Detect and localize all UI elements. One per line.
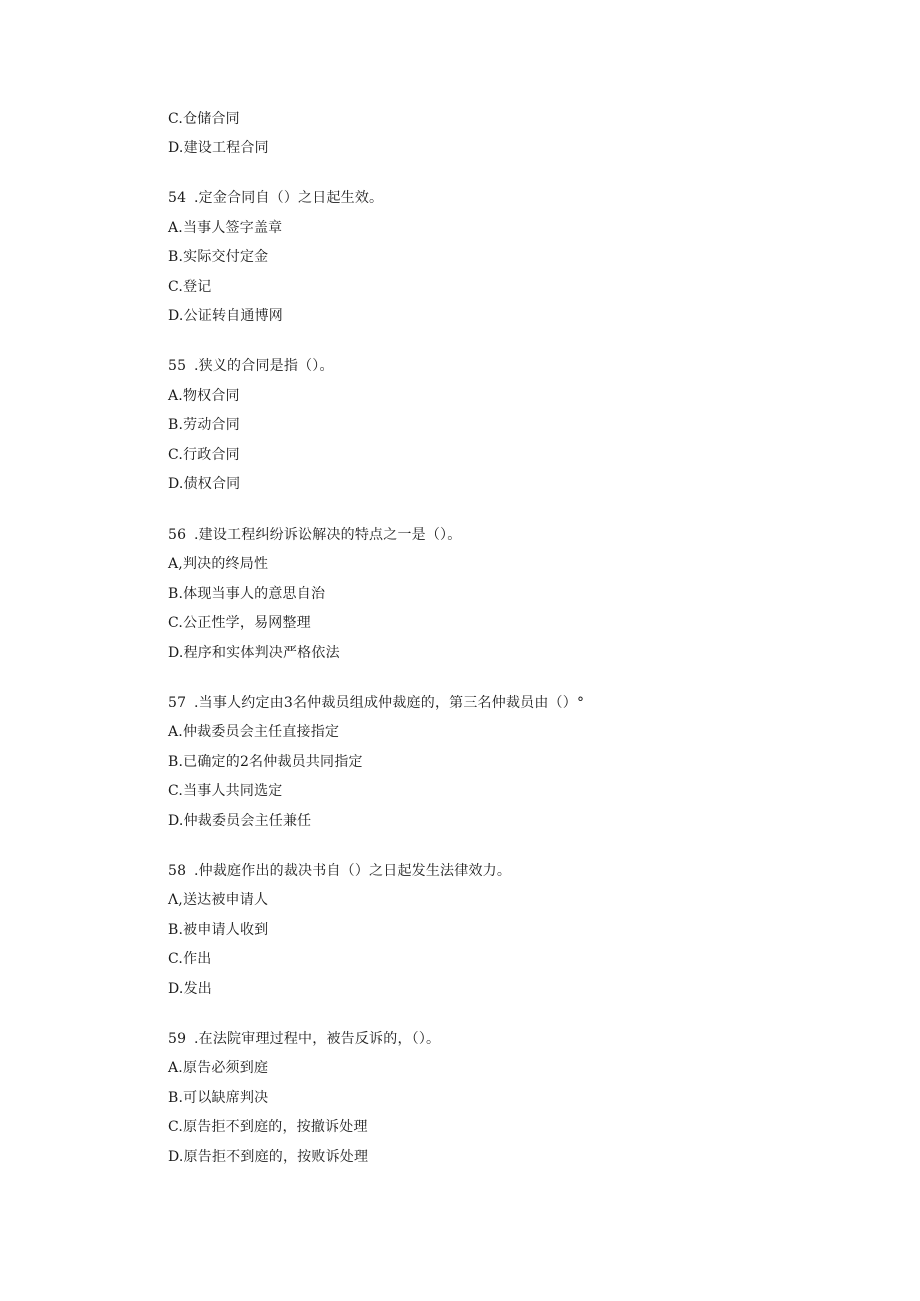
option-line: B.被申请人收到: [168, 922, 269, 938]
question-number: 56: [168, 527, 187, 543]
option-line: B.已确定的2名仲裁员共同指定: [168, 754, 363, 770]
question-text: .定金合同自（）之日起生效。: [194, 190, 384, 206]
option-line: B.实际交付定金: [168, 249, 269, 265]
option-line: A.当事人签字盖章: [168, 220, 283, 236]
question-number: 57: [168, 695, 187, 711]
option-line: D.原告拒不到庭的，按败诉处理: [168, 1149, 369, 1165]
option-line: D.建设工程合同: [168, 140, 269, 156]
option-line: B.可以缺席判决: [168, 1090, 269, 1106]
question-stem: [168, 862, 511, 880]
question-text: .在法院审理过程中，被告反诉的，（）。: [194, 1031, 441, 1047]
option-line: C.行政合同: [168, 447, 240, 463]
question-stem: [168, 189, 383, 207]
option-line: C.公正性学，易网整理: [168, 615, 311, 631]
option-line: C.当事人共同选定: [168, 783, 283, 799]
question-number: 58: [168, 863, 187, 879]
question-stem: [168, 694, 584, 712]
option-line: B.体现当事人的意思自治: [168, 586, 326, 602]
option-line: C.原告拒不到庭的，按撤诉处理: [168, 1119, 368, 1135]
option-line: D.程序和实体判决严格依法: [168, 645, 340, 661]
option-line: D.公证转自通博网: [168, 308, 283, 324]
option-line: C.作出: [168, 951, 212, 967]
option-line: A.物权合同: [168, 388, 240, 404]
option-line: Λ,送达被申请人: [168, 892, 269, 908]
option-line: C.仓储合同: [168, 111, 240, 127]
option-line: A,判决的终局性: [168, 556, 269, 572]
question-number: 59: [168, 1031, 187, 1047]
question-text: .狭义的合同是指（）。: [194, 358, 334, 374]
option-line: A.原告必须到庭: [168, 1060, 269, 1076]
question-number: 55: [168, 358, 187, 374]
option-line: C.登记: [168, 279, 212, 295]
option-line: B.劳动合同: [168, 417, 240, 433]
question-stem: [168, 1030, 440, 1048]
question-stem: [168, 526, 461, 544]
option-line: D.发出: [168, 981, 212, 997]
option-line: D.仲裁委员会主任兼任: [168, 813, 312, 829]
question-number: 54: [168, 190, 187, 206]
question-text: .建设工程纠纷诉讼解决的特点之一是（）。: [194, 527, 462, 543]
question-text: .仲裁庭作出的裁决书自（）之日起发生法律效力。: [194, 863, 512, 879]
question-text: .当事人约定由3名仲裁员组成仲裁庭的，第三名仲裁员由（）°: [194, 695, 585, 711]
option-line: D.债权合同: [168, 476, 241, 492]
question-stem: [168, 357, 334, 375]
option-line: A.仲裁委员会主任直接指定: [168, 724, 340, 740]
